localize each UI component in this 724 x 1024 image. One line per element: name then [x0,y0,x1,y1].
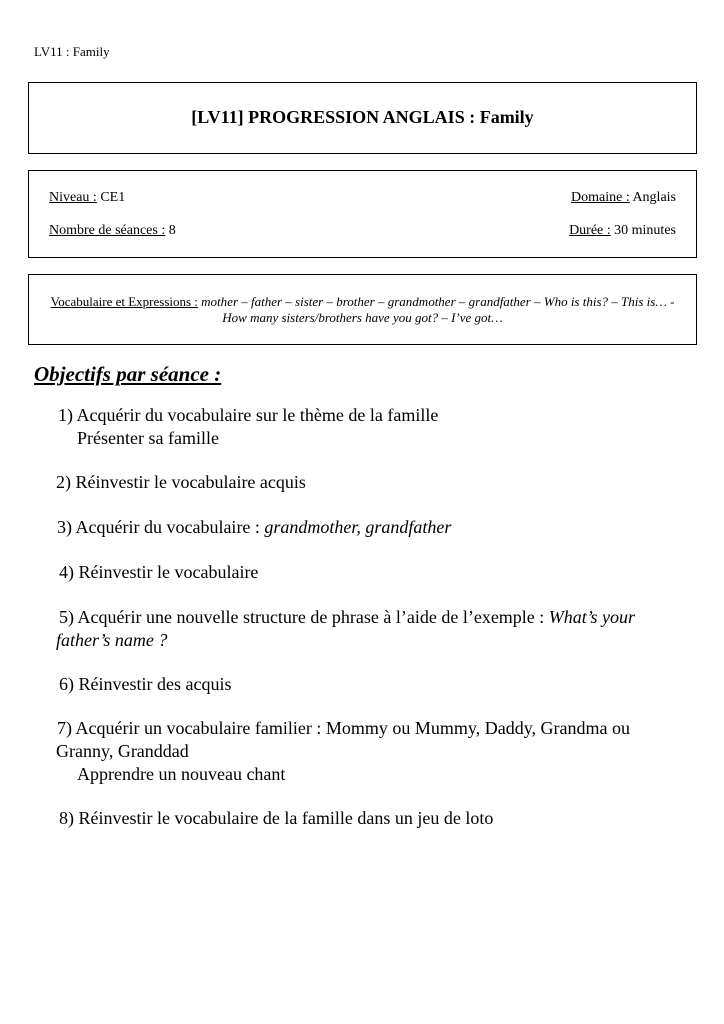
objective-3 [57,516,451,539]
domaine [571,190,676,206]
objective-1-line-1: 1) Acquérir du vocabulaire sur le thème de la famille [58,405,439,425]
objective-5-italic-2: father’s name ? [56,630,168,650]
vocab-label: Vocabulaire et Expressions : [50,294,198,309]
objective-8: 8) Réinvestir le vocabulaire de la famille dans un jeu de loto [59,808,494,828]
duree [569,223,676,239]
objective-3-text: 3) Acquérir du vocabulaire : [57,517,265,537]
duree-label: Durée : [569,223,611,238]
domaine-label: Domaine : [571,190,630,205]
objective-5-text: 5) Acquérir une nouvelle structure de phrase à l’aide de l’exemple : [59,607,549,627]
objective-6: 6) Réinvestir des acquis [59,674,232,694]
objective-7-line-2: Granny, Granddad [56,741,189,761]
objective-7-line-3: Apprendre un nouveau chant [77,764,286,784]
vocab-list: mother – father – sister – brother – grandmother – grandfather – Who is this? – This is… - How many sisters/brothers have you got? – I’ve got… [197,294,675,325]
domaine-value: Anglais [629,190,676,205]
objective-3-italic: grandmother, grandfather [264,517,452,537]
objective-2: 2) Réinvestir le vocabulaire acquis [56,472,306,492]
info-box [28,170,697,258]
seances-label: Nombre de séances : [49,223,166,238]
objective-5-italic-1: What’s your [548,607,635,627]
seances-value: 8 [165,223,176,238]
vocab-text [37,294,688,326]
objective-4: 4) Réinvestir le vocabulaire [59,562,259,582]
page-header: LV11 : Family [34,44,110,59]
objective-7-line-1: 7) Acquérir un vocabulaire familier : Mommy ou Mummy, Daddy, Grandma ou [57,718,631,738]
niveau-label: Niveau : [49,190,97,205]
niveau-value: CE1 [96,190,126,205]
page-title: [LV11] PROGRESSION ANGLAIS : Family [191,107,534,127]
objective-1-line-2: Présenter sa famille [77,428,219,448]
objective-5-line-1 [59,606,635,629]
niveau [49,190,125,206]
objective-5-line-2 [56,629,167,652]
duree-value: 30 minutes [610,223,676,238]
vocab-box [28,274,697,345]
section-title: Objectifs par séance : [34,362,222,386]
seances [49,223,176,239]
info-row-2 [49,223,676,239]
title-box [28,82,697,154]
info-row-1 [49,190,676,206]
